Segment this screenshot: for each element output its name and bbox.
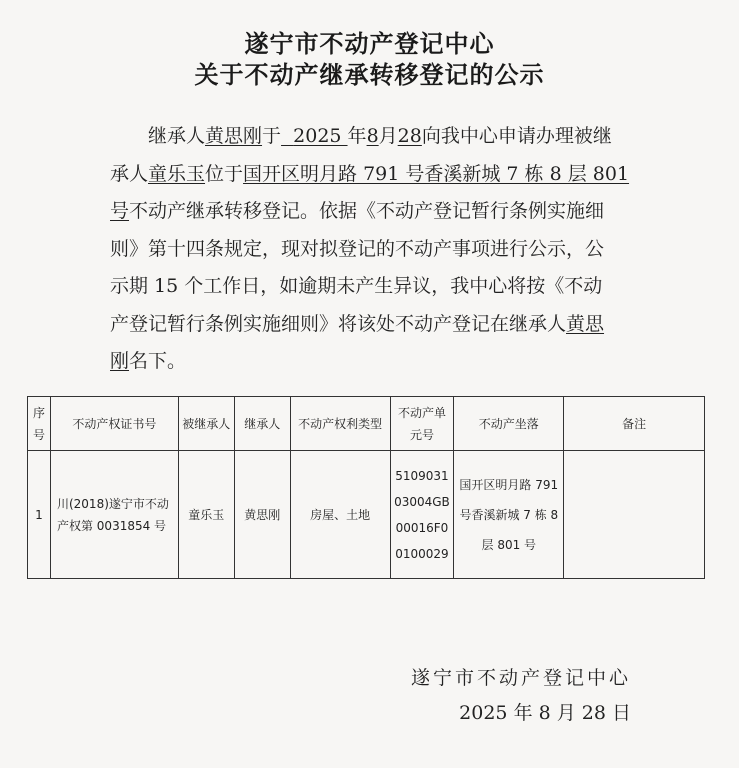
signature-org: 遂宁市不动产登记中心 [410,667,631,689]
header-remark: 备注 [564,397,705,451]
table-header-row [28,397,705,451]
property-address: 国开区明月路 791 号香溪新城 7 栋 8 层 801 [243,162,630,185]
text-located: 位于 [205,162,244,185]
cell-heir: 黄思刚 [234,451,290,579]
notice-body [110,118,630,381]
text-apply: 向我中心申请办理被继 [421,125,612,147]
cell-seq: 1 [28,451,51,579]
title-line-2: 关于不动产继承转移登记的公示 [194,61,545,89]
property-address-end: 号 [110,200,130,222]
apply-day: 28 [397,125,422,147]
body-line-3 [110,193,630,231]
text-at: 于 [262,125,282,147]
apply-year: 2025 [293,125,342,147]
text-month: 月 [378,125,398,147]
text-heir-prefix: 继承人 [148,125,206,147]
header-cert-no: 不动产权证书号 [50,397,178,451]
body-line-1 [110,118,630,156]
apply-month: 8 [366,125,379,147]
cell-unit-no: 510903103004GB00016F00100029 [390,451,454,579]
header-unit-no: 不动产单元号 [390,397,454,451]
body-line-2 [110,156,630,194]
header-location: 不动产坐落 [454,397,564,451]
heir-name-part2: 刚 [110,350,130,372]
cell-remark [564,451,705,579]
deceased-name: 童乐玉 [148,162,206,185]
body-line-7 [110,343,630,381]
body-line-6 [110,306,630,344]
text-basis: 不动产继承转移登记。依据《不动产登记暂行条例实施细 [129,200,605,222]
signature-date: 2025 年 8 月 28 日 [459,702,631,724]
body-line-4: 则》第十四条规定，现对拟登记的不动产事项进行公示，公 [110,237,605,260]
cell-right-type: 房屋、土地 [290,451,390,579]
cell-deceased: 童乐玉 [178,451,234,579]
cell-location: 国开区明月路 791 号香溪新城 7 栋 8 层 801 号 [454,451,564,579]
header-right-type: 不动产权利类型 [290,397,390,451]
body-line-5: 示期 15 个工作日，如逾期未产生异议，我中心将按《不动 [110,275,603,297]
heir-name-part1: 黄思 [566,312,605,335]
cell-cert-no: 川(2018)遂宁市不动产权第 0031854 号 [50,451,178,579]
text-under-name: 名下。 [129,350,187,372]
header-deceased: 被继承人 [178,397,234,451]
text-year: 年 [347,125,367,147]
table-row [28,451,705,579]
header-heir: 继承人 [234,397,290,451]
text-register: 产登记暂行条例实施细则》将该处不动产登记在继承人 [110,312,567,335]
property-table [27,396,705,579]
text-deceased-prefix: 承人 [110,162,149,185]
title-line-1: 遂宁市不动产登记中心 [244,30,495,58]
header-seq: 序号 [28,397,51,451]
heir-name: 黄思刚 [205,125,263,147]
